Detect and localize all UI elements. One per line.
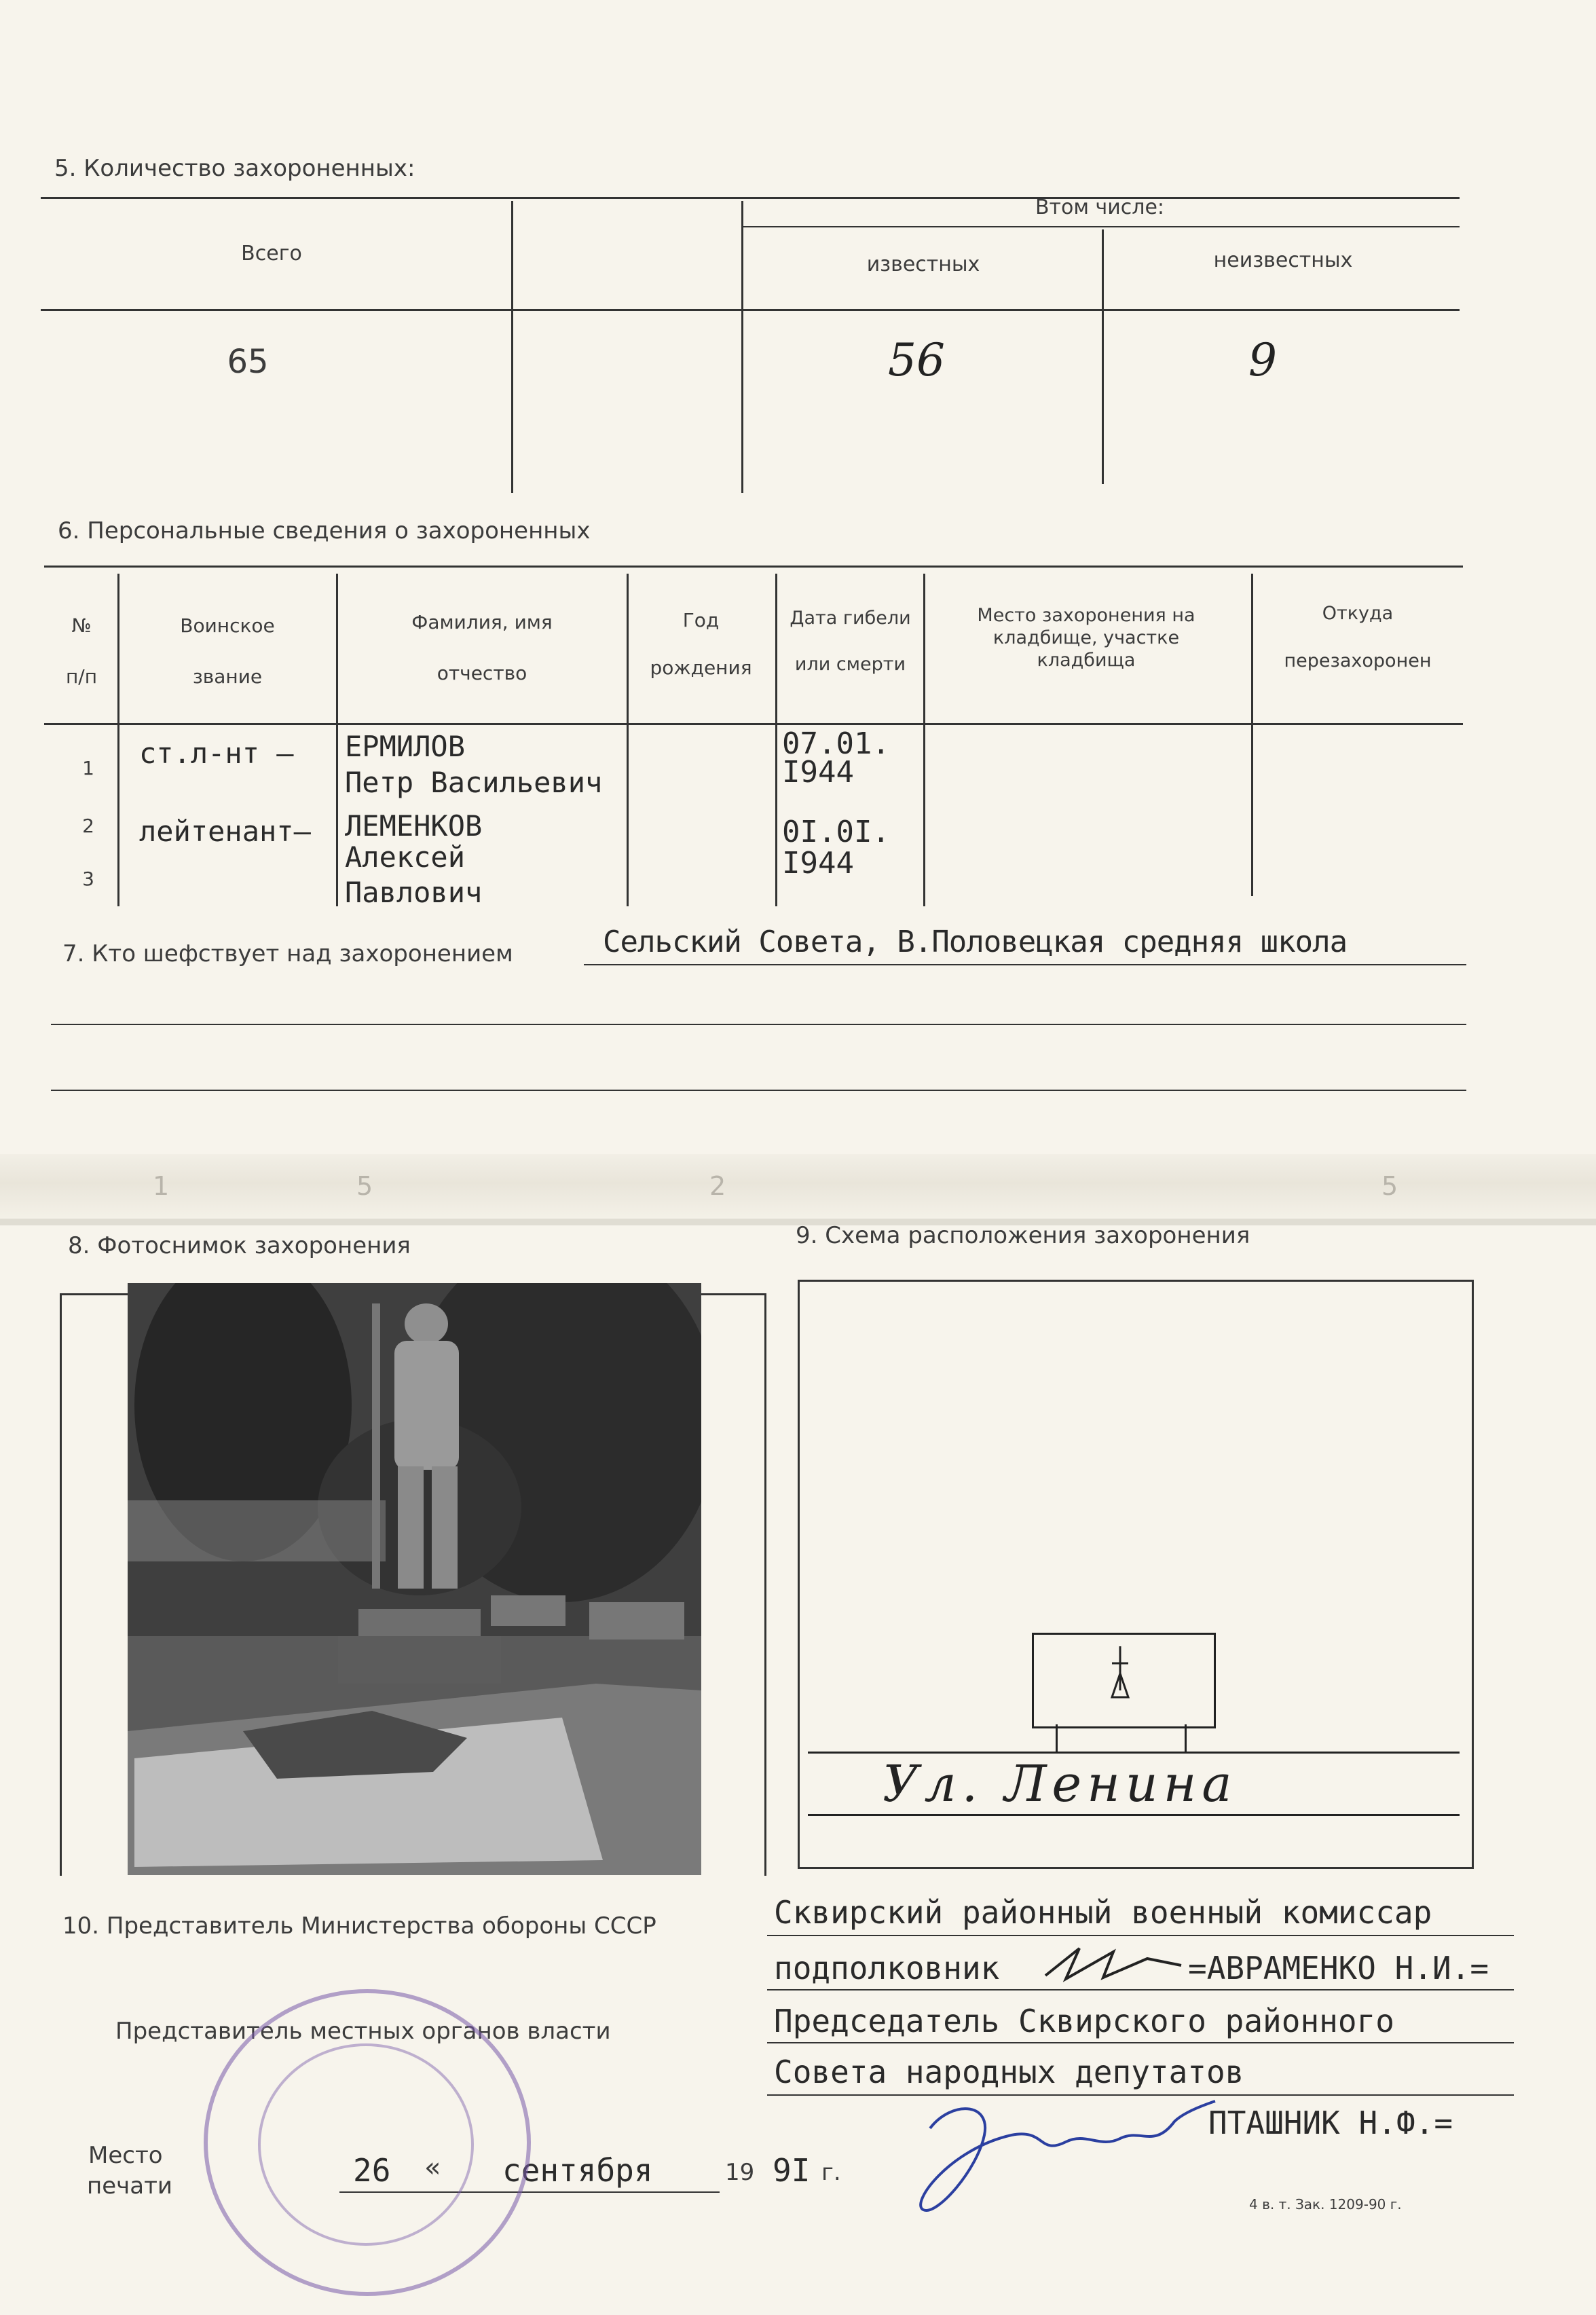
memorial-illustration bbox=[128, 1283, 701, 1875]
local-line1: Председатель Сквирского районного bbox=[774, 2003, 1394, 2039]
date-day: 26 bbox=[353, 2152, 391, 2189]
seal-label-2: печати bbox=[87, 2172, 172, 2200]
street-lower-line bbox=[808, 1814, 1460, 1816]
header-year: Год bbox=[682, 609, 720, 631]
table6-divider bbox=[117, 574, 119, 906]
col-total-header: Всего bbox=[241, 242, 302, 265]
path-line bbox=[1185, 1724, 1187, 1753]
fold-mark: 1 bbox=[153, 1171, 170, 1201]
date-quote-mark: « bbox=[424, 2152, 441, 2183]
table6-divider bbox=[627, 574, 629, 906]
section5-title: 5. Количество захороненных: bbox=[54, 155, 415, 182]
header-death-2: или смерти bbox=[794, 654, 906, 675]
mod-line2: подполковник bbox=[774, 1950, 1000, 1986]
date-month: сентября bbox=[502, 2152, 653, 2189]
row-number: 3 bbox=[82, 868, 94, 890]
section7-value: Сельский Совета, В.Половецкая средняя школа bbox=[603, 925, 1348, 959]
row-number: 2 bbox=[82, 815, 94, 837]
path-line bbox=[1056, 1724, 1058, 1753]
row1-rank: ст.л-нт — bbox=[139, 737, 294, 770]
table6-top-rule bbox=[44, 566, 1463, 568]
table5-header-rule bbox=[41, 309, 1460, 311]
header-rank: Воинское bbox=[180, 614, 275, 637]
row1-date-a: 07.01. bbox=[782, 726, 890, 761]
mod-representative-label: 10. Представитель Министерства обороны СССР bbox=[62, 1912, 656, 1940]
header-name-2: отчество bbox=[437, 662, 527, 684]
print-code: 4 в. т. Зак. 1209-90 г. bbox=[1249, 2196, 1402, 2212]
street-upper-line bbox=[808, 1752, 1460, 1754]
table6-header-rule bbox=[44, 723, 1463, 725]
fold-mark: 2 bbox=[709, 1171, 726, 1201]
row2-name: Алексей bbox=[345, 840, 466, 874]
row2-date-b: I944 bbox=[782, 846, 854, 881]
section7-label: 7. Кто шефствует над захоронением bbox=[62, 940, 513, 967]
header-name: Фамилия, имя bbox=[411, 611, 553, 633]
monument-icon bbox=[1100, 1643, 1140, 1704]
table5-divider bbox=[1102, 229, 1104, 484]
local-name: ПТАШНИК Н.Ф.= bbox=[1208, 2105, 1453, 2141]
col-known-header: известных bbox=[866, 253, 980, 276]
header-num-2: п/п bbox=[65, 665, 98, 688]
signature-local bbox=[910, 2088, 1222, 2223]
header-from: Откуда bbox=[1322, 603, 1394, 624]
row2-date-a: 0I.0I. bbox=[782, 815, 890, 849]
mod-line1: Сквирский районный военный комиссар bbox=[774, 1894, 1432, 1931]
mod-line1-rule bbox=[767, 1935, 1514, 1936]
local-line2: Совета народных депутатов bbox=[774, 2054, 1244, 2090]
fold-mark: 5 bbox=[356, 1171, 373, 1201]
header-rank-2: звание bbox=[192, 665, 263, 688]
header-place: Место захоронения на кладбище, участке кладбища bbox=[977, 605, 1195, 671]
header-death: Дата гибели bbox=[790, 608, 911, 629]
stamp-emblem bbox=[258, 2043, 474, 2246]
section7-underline bbox=[584, 964, 1466, 965]
value-total: 65 bbox=[227, 343, 269, 381]
header-num: № bbox=[71, 614, 92, 637]
col-unknown-header: неизвестных bbox=[1213, 248, 1353, 272]
value-known: 56 bbox=[888, 334, 945, 386]
street-label: Ул. Ленина bbox=[883, 1755, 1238, 1813]
row-number: 1 bbox=[82, 757, 94, 779]
table6-divider bbox=[1251, 574, 1253, 896]
fold-mark: 5 bbox=[1381, 1171, 1398, 1201]
header-year-2: рождения bbox=[650, 656, 752, 679]
row1-name: Петр Васильевич bbox=[345, 766, 603, 799]
seal-label-1: Место bbox=[88, 2142, 163, 2169]
table5-divider bbox=[741, 201, 743, 493]
section9-title: 9. Схема расположения захоронения bbox=[796, 1222, 1250, 1249]
row1-surname: ЕРМИЛОВ bbox=[345, 730, 466, 763]
paper-fold bbox=[0, 1154, 1596, 1219]
blank-line bbox=[51, 1090, 1466, 1091]
table5-top-rule bbox=[41, 197, 1460, 199]
signature-mod bbox=[1039, 1938, 1188, 1993]
header-from-2: перезахоронен bbox=[1284, 650, 1432, 671]
mod-line2-rule bbox=[767, 1989, 1514, 1990]
section6-title: 6. Персональные сведения о захороненных bbox=[58, 517, 591, 544]
memorial-photo bbox=[128, 1283, 701, 1875]
local-line1-rule bbox=[767, 2042, 1514, 2043]
col-including-header: Втом числе: bbox=[1035, 196, 1165, 219]
date-year-suffix: 9I bbox=[773, 2152, 811, 2189]
table6-divider bbox=[923, 574, 925, 906]
row1-date-b: I944 bbox=[782, 755, 854, 790]
blank-line bbox=[51, 1024, 1466, 1025]
row2-rank: лейтенант— bbox=[139, 815, 311, 848]
table6-divider bbox=[336, 574, 338, 906]
local-representative-label: Представитель местных органов власти bbox=[115, 2018, 611, 2045]
table5-subhead-rule bbox=[743, 226, 1460, 227]
table5-divider bbox=[511, 201, 513, 493]
row2-surname: ЛЕМЕНКОВ bbox=[345, 809, 483, 842]
section8-title: 8. Фотоснимок захоронения bbox=[68, 1232, 411, 1259]
value-unknown: 9 bbox=[1248, 334, 1277, 386]
year-unit: г. bbox=[821, 2159, 841, 2186]
row2-name-2: Павлович bbox=[345, 876, 483, 909]
mod-name: =АВРАМЕНКО Н.И.= bbox=[1188, 1950, 1489, 1986]
date-year-prefix: 19 bbox=[725, 2159, 755, 2186]
